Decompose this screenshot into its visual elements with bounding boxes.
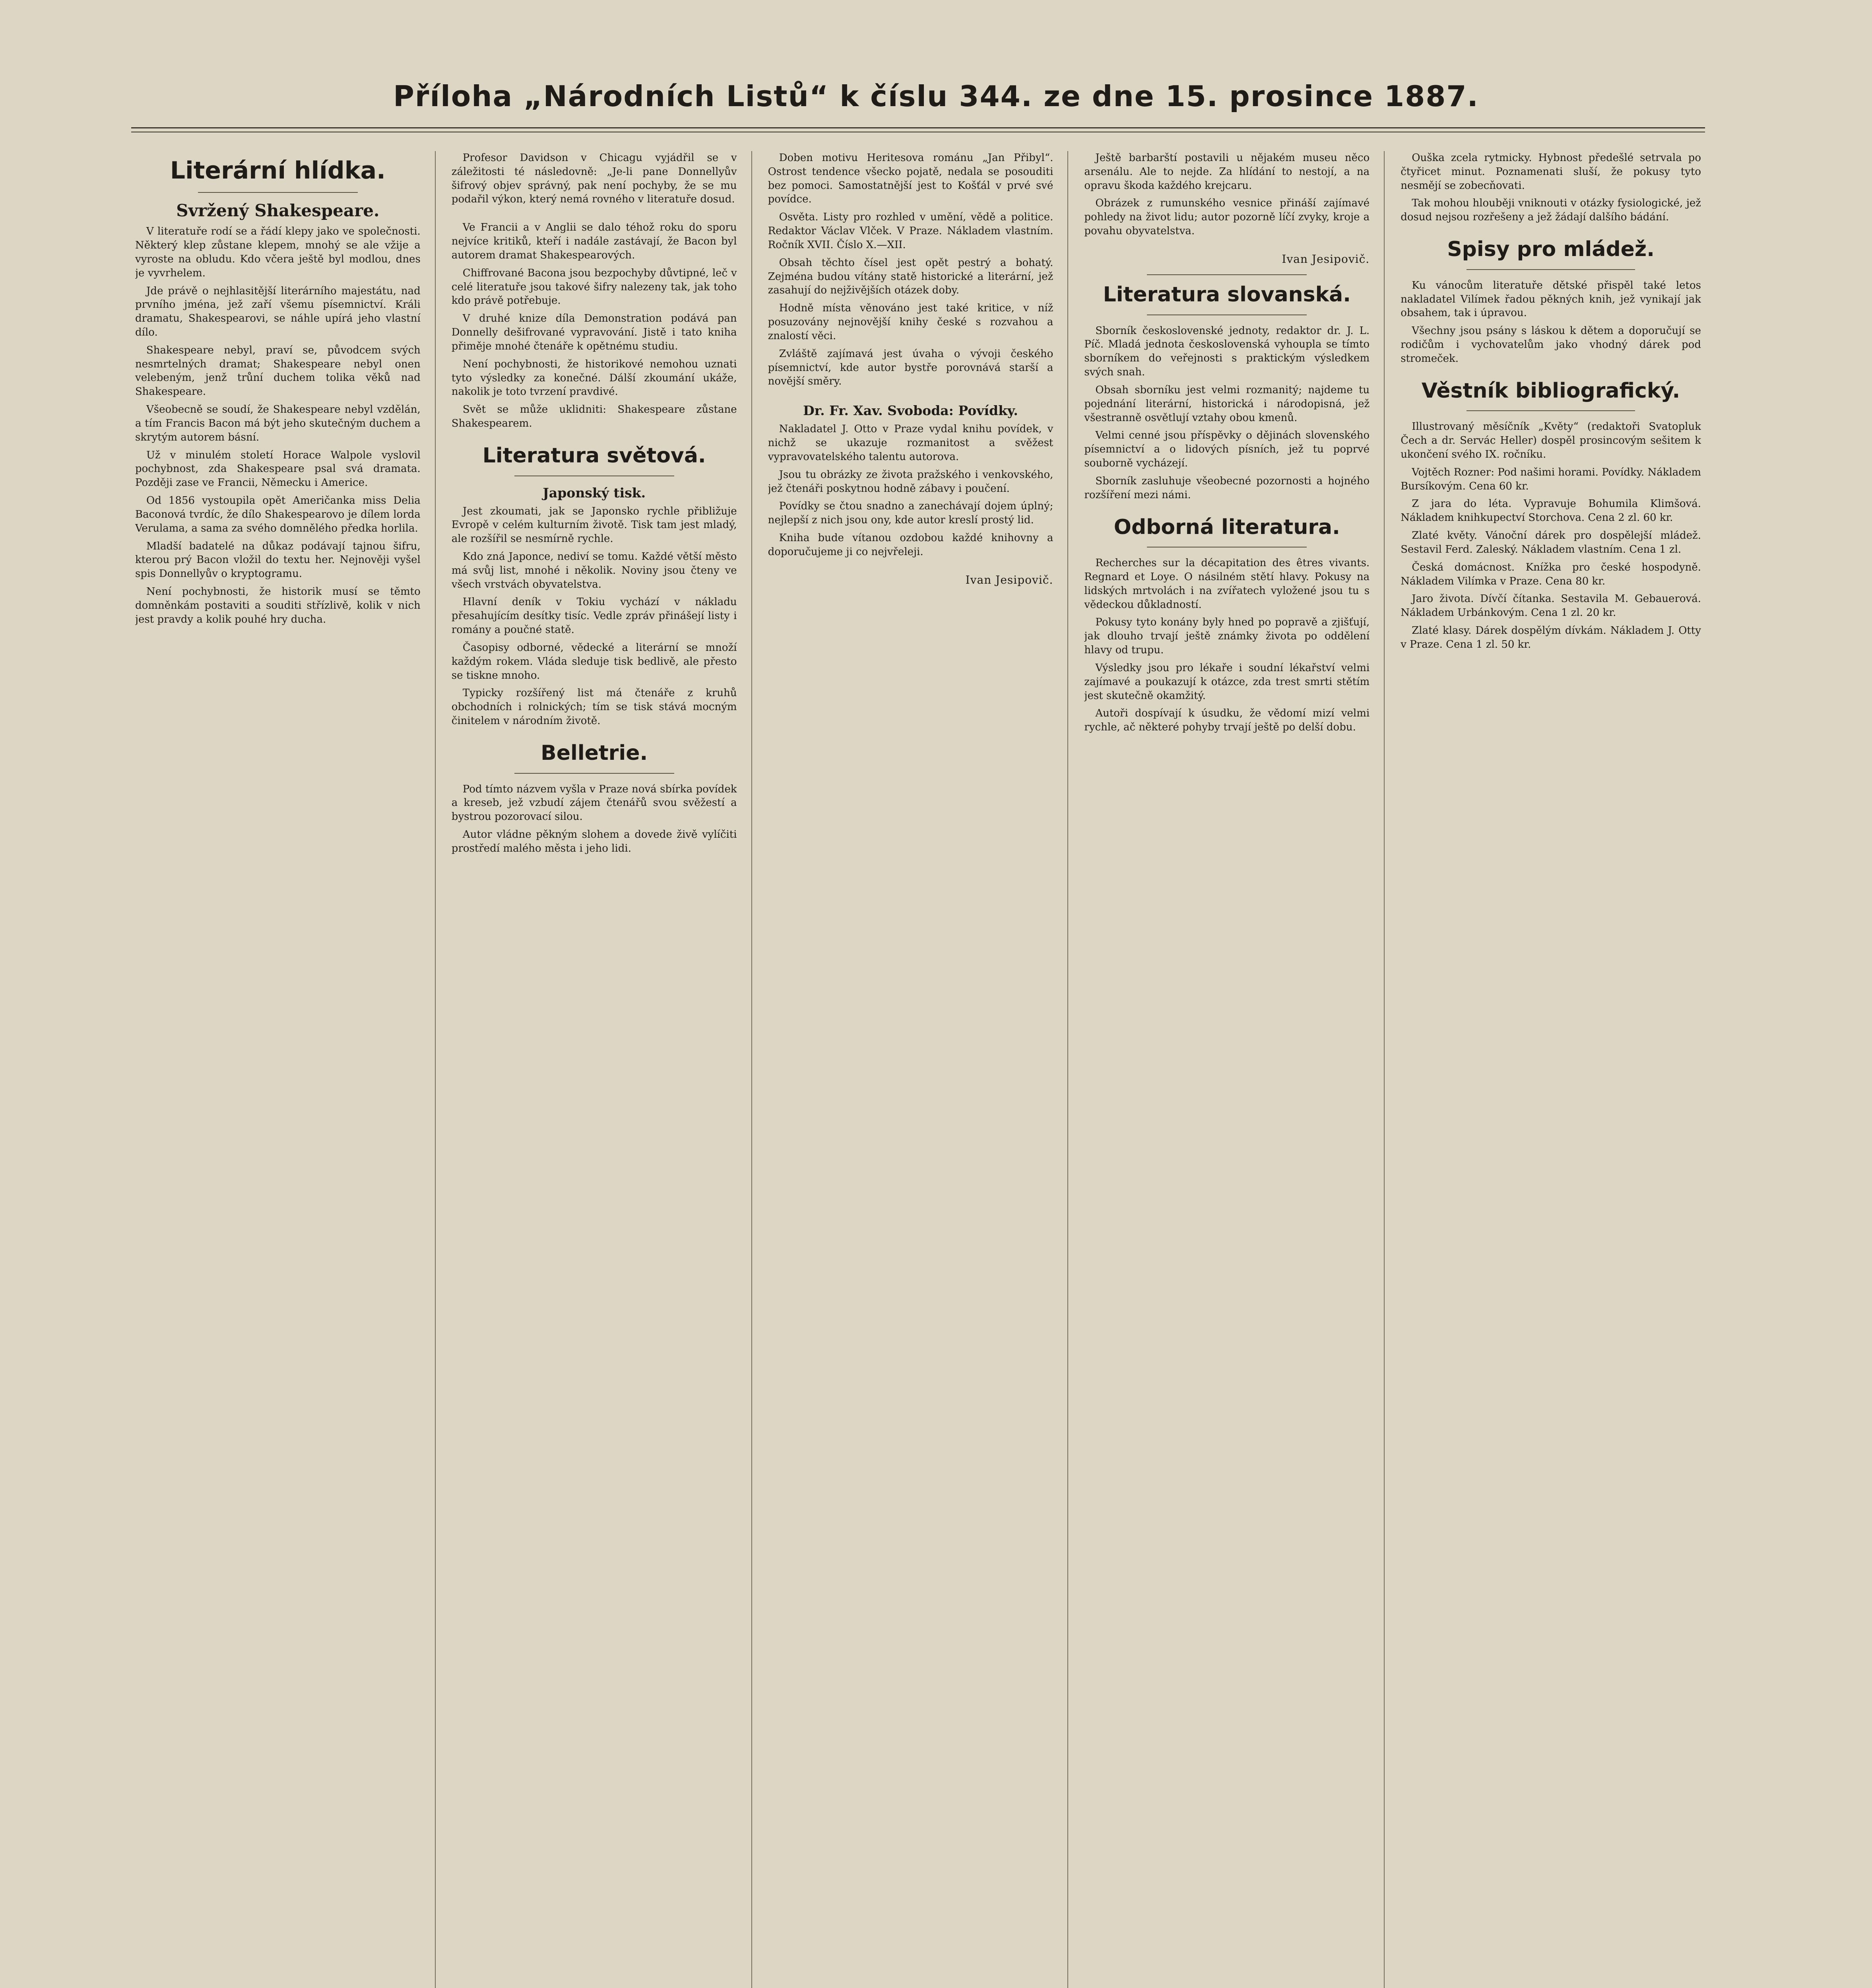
divider	[514, 773, 674, 774]
article-body	[768, 422, 1053, 559]
paragraph: Mladší badatelé na důkaz podávají tajnou šifru, kterou prý Bacon vložil do textu her. Nejnověji vyšel spis Donnellyův o kryptogramu.	[135, 540, 421, 580]
paragraph: Z jara do léta. Vypravuje Bohumila Klimšová. Nákladem knihkupectví Storchova. Cena 2 zl. 60 kr.	[1401, 498, 1701, 524]
column-1	[135, 151, 436, 1988]
article-body	[135, 225, 421, 626]
column-4	[1084, 151, 1385, 1988]
paragraph: Jest zkoumati, jak se Japonsko rychle přibližuje Evropě v celém kulturním životě. Tisk tam jest mladý, ale rozšířil se nesmírně rychle.	[451, 505, 737, 545]
divider	[198, 192, 358, 193]
paragraph: Nakladatel J. Otto v Praze vydal knihu povídek, v nichž se ukazuje rozmanitost a svěžest vypravovatelského talentu autorova.	[768, 423, 1053, 463]
paragraph: Není pochybnosti, že historikové nemohou uznati tyto výsledky za konečné. Dálší zkoumání ukáže, nakolik je toto tvrzení pravdivé.	[451, 358, 737, 398]
paragraph: Vojtěch Rozner: Pod našimi horami. Povídky. Nákladem Bursíkovým. Cena 60 kr.	[1401, 466, 1701, 492]
subhead: Japonský tisk.	[543, 485, 646, 501]
paragraph: Kniha bude vítanou ozdobou každé knihovny a doporučujeme ji co nejvřeleji.	[768, 532, 1053, 558]
paragraph: Jde právě o nejhlasitější literárního majestátu, nad prvního jména, jež zaří všemu písemnictví. Králi dramatu, Shakespearovi, se náhle upírá jeho vlastní dílo.	[135, 285, 421, 338]
paragraph: Typicky rozšířený list má čtenáře z kruhů obchodních i rolnických; tím se tisk stává mocným činitelem v národním životě.	[451, 687, 737, 727]
divider	[1467, 269, 1635, 270]
page-title: Příloha „Národních Listů“ k číslu 344. ze dne 15. prosince 1887.	[393, 80, 1479, 113]
paragraph: Doben motivu Heritesova románu „Jan Přibyl“. Ostrost tendence všecko pojatě, nedala se posouditi bez pomoci. Samostatnější jest to Košťál v prvé své povídce.	[768, 152, 1053, 206]
column-2	[452, 151, 752, 1988]
paragraph: Illustrovaný měsíčník „Květy“ (redaktoři Svatopluk Čech a dr. Servác Heller) dospěl prosincovým sešitem k ukončení svého IX. ročníku.	[1401, 421, 1701, 460]
article-body	[1401, 151, 1701, 224]
section-title: Odborná literatura.	[1114, 515, 1340, 539]
paragraph: Pod tímto názvem vyšla v Praze nová sbírka povídek a kreseb, jež vzbudí zájem čtenářů svou svěžestí a bystrou pozorovací silou.	[451, 783, 737, 823]
article-body	[452, 221, 737, 431]
column-5	[1401, 151, 1701, 1988]
section-title: Literární hlídka.	[170, 157, 386, 184]
paragraph: Zlaté klasy. Dárek dospělým dívkám. Nákladem J. Otty v Praze. Cena 1 zl. 50 kr.	[1401, 625, 1701, 650]
paragraph: Tak mohou hlouběji vniknouti v otázky fysiologické, jež dosud nejsou rozřešeny a jež žádají dalšího bádání.	[1401, 197, 1701, 223]
paragraph: Hodně místa věnováno jest také kritice, v níž posuzovány nejnovější knihy české s rozvahou a znalostí věci.	[768, 302, 1053, 342]
paragraph: Povídky se čtou snadno a zanechávají dojem úplný; nejlepší z nich jsou ony, kde autor kreslí prostý lid.	[768, 500, 1053, 526]
article-body	[1084, 151, 1370, 238]
paragraph: Pokusy tyto konány byly hned po popravě a zjišťují, jak dlouho trvají ještě známky života po oddělení hlavy od trupu.	[1084, 616, 1370, 656]
paragraph: Kdo zná Japonce, nediví se tomu. Každé větší město má svůj list, mnohé i několik. Noviny jsou čteny ve všech vrstvách obyvatelstva.	[451, 550, 737, 590]
article-body	[1401, 420, 1701, 651]
paragraph: Zlaté květy. Vánoční dárek pro dospělejší mládež. Sestavil Ferd. Zaleský. Nákladem vlastním. Cena 1 zl.	[1401, 530, 1701, 555]
article-body	[1084, 324, 1370, 502]
paragraph: Autoři dospívají k úsudku, že vědomí mizí velmi rychle, ač některé pohyby trvají ještě po delší dobu.	[1084, 707, 1370, 734]
columns	[135, 151, 1701, 1988]
column-3	[768, 151, 1069, 1988]
paragraph: Autor vládne pěkným slohem a dovede živě vylíčiti prostředí malého města i jeho lidi.	[451, 829, 737, 854]
paragraph: Osvěta. Listy pro rozhled v umění, vědě a politice. Redaktor Václav Vlček. V Praze. Nákladem vlastním. Ročník XVII. Číslo X.—XII.	[768, 211, 1053, 251]
section-title: Belletrie.	[541, 741, 648, 765]
byline: Ivan Jesipovič.	[965, 573, 1053, 586]
paragraph: Česká domácnost. Knížka pro české hospodyně. Nákladem Vilímka v Praze. Cena 80 kr.	[1401, 561, 1701, 587]
section-title: Spisy pro mládež.	[1447, 237, 1655, 262]
paragraph: Výsledky jsou pro lékaře i soudní lékařství velmi zajímavé a poukazují k otázce, zda trest smrti stětím jest skutečně okamžitý.	[1084, 662, 1370, 702]
paragraph: Jaro života. Dívčí čítanka. Sestavila M. Gebauerová. Nákladem Urbánkovým. Cena 1 zl. 20 kr.	[1401, 593, 1701, 619]
paragraph: Časopisy odborné, vědecké a literární se množí každým rokem. Vláda sleduje tisk bedlivě, ale přesto se tiskne mnoho.	[451, 641, 737, 681]
paragraph: Ouška zcela rytmicky. Hybnost předešlé setrvala po čtyřicet minut. Poznamenati sluší, že pokusy tyto nesmějí se zobecňovati.	[1401, 152, 1701, 192]
paragraph: V literatuře rodí se a řádí klepy jako ve společnosti. Některý klep zůstane klepem, mnohý se ale vžije a vyroste na obludu. Kdo včera ještě byl modlou, dnes je vyvrhelem.	[135, 225, 421, 279]
paragraph: Ku vánocům literatuře dětské přispěl také letos nakladatel Vilímek řadou pěkných knih, jež vynikají jak obsahem, tak i úpravou.	[1401, 279, 1701, 319]
divider	[1467, 410, 1635, 411]
paragraph: Od 1856 vystoupila opět Američanka miss Delia Baconová tvrdíc, že dílo Shakespearovo je dílem lorda Verulama, a sama za svého domnělého předka horlila.	[135, 495, 421, 534]
paragraph: Jsou tu obrázky ze života pražského i venkovského, jež čtenáři poskytnou hodně zábavy i poučení.	[768, 468, 1053, 495]
paragraph: Svět se může uklidniti: Shakespeare zůstane Shakespearem.	[451, 404, 737, 430]
masthead	[0, 80, 1872, 147]
paragraph: Sborník československé jednoty, redaktor dr. J. L. Píč. Mladá jednota československá vyhoupla se tímto sborníkem do veřejnosti s praktickým výsledkem svých snah.	[1084, 324, 1370, 379]
masthead-rule	[131, 127, 1705, 132]
divider	[1147, 274, 1307, 275]
article-body	[452, 782, 737, 856]
paragraph: Obsah těchto čísel jest opět pestrý a bohatý. Zejména budou vítány statě historické a literární, jež zasahují do nejživějších otázek doby.	[768, 256, 1053, 297]
paragraph: V druhé knize díla Demonstration podává pan Donnelly dešifrované vypravování. Jistě i tato kniha přiměje mnohé čtenáře k opětnému studiu.	[451, 313, 737, 352]
paragraph: Velmi cenné jsou příspěvky o dějinách slovenského písemnictví a o lidových písních, jež tu poprvé souborně vycházejí.	[1084, 429, 1370, 470]
paragraph: Sborník zasluhuje všeobecné pozornosti a hojného rozšíření mezi námi.	[1084, 475, 1370, 501]
byline: Ivan Jesipovič.	[1282, 252, 1370, 266]
article-body	[1084, 556, 1370, 734]
paragraph: Ještě barbarští postavili u nějakém museu něco arsenálu. Ale to nejde. Za hlídání to nestojí, a na opravu škoda každého krejcaru.	[1084, 152, 1370, 192]
subhead: Dr. Fr. Xav. Svoboda: Povídky.	[803, 403, 1018, 419]
paragraph: Obsah sborníku jest velmi rozmanitý; najdeme tu pojednání literární, historická i národopisná, jež všestranně osvětlují vztahy obou kmenů.	[1084, 384, 1370, 424]
paragraph: Zvláště zajímavá jest úvaha o vývoji českého písemnictví, kde autor bystře porovnává starší a novější směry.	[768, 348, 1053, 388]
paragraph: Všeobecně se soudí, že Shakespeare nebyl vzdělán, a tím Francis Bacon má být jeho skutečným duchem a skrytým autorem básní.	[135, 404, 421, 443]
paragraph: Není pochybnosti, že historik musí se těmto domněnkám postaviti a souditi střízlivě, kolik v nich jest pravdy a kolik pouhé hry ducha.	[135, 586, 421, 625]
paragraph: Obrázek z rumunského vesnice přináší zajímavé pohledy na život lidu; autor pozorně líčí zvyky, kroje a povahu obyvatelstva.	[1084, 197, 1370, 237]
section-title: Literatura slovanská.	[1103, 282, 1351, 307]
section-title: Literatura světová.	[482, 443, 706, 468]
paragraph: Hlavní deník v Tokiu vychází v nákladu přesahujícím desítky tisíc. Vedle zpráv přinášejí listy i romány a poučné statě.	[451, 596, 737, 636]
paragraph: Už v minulém století Horace Walpole vyslovil pochybnost, zda Shakespeare psal svá dramata. Později zase ve Francii, Německu i Americe.	[135, 449, 421, 489]
article-body	[1401, 279, 1701, 366]
paragraph: Recherches sur la décapitation des êtres vivants. Regnard et Loye. O násilném stětí hlavy. Pokusy na lidských mrtvolách i na zvířatech vyložené jsou tu s vědeckou důkladností.	[1084, 557, 1370, 611]
paragraph: Profesor Davidson v Chicagu vyjádřil se v záležitosti té následovně: „Je-li pane Donnellyův šifrový objev správný, pak není pochyby, že se mu podařil výkon, který nemá rovného v literatuře dosud.	[451, 152, 737, 206]
article-body	[452, 151, 737, 206]
paragraph: Všechny jsou psány s láskou k dětem a doporučují se rodičům i vychovatelům jako vhodný dárek pod stromeček.	[1401, 325, 1701, 365]
paragraph: Ve Francii a v Anglii se dalo téhož roku do sporu nejvíce kritiků, kteří i nadále zastávají, že Bacon byl autorem dramat Shakespearových.	[451, 221, 737, 261]
article-body	[768, 151, 1053, 388]
section-title: Věstník bibliografický.	[1421, 379, 1680, 403]
paragraph: Chiffrované Bacona jsou bezpochyby důvtipné, leč v celé literatuře jsou takové šifry nalezeny tak, jak toho kdo právě potřebuje.	[451, 267, 737, 307]
article-body	[452, 505, 737, 728]
article-title: Svržený Shakespeare.	[176, 201, 380, 220]
paragraph: Shakespeare nebyl, praví se, původcem svých nesmrtelných dramat; Shakespeare nebyl onen velebeným, jenž trůní duchem tolika věků nad Shakespeare.	[135, 344, 421, 398]
